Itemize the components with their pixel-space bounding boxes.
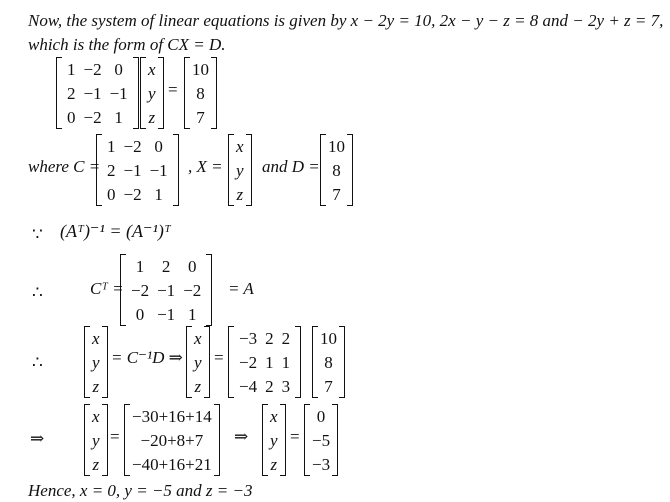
matrix-cell: 3 [281, 376, 291, 396]
matrix-entries [103, 134, 172, 206]
matrix-cell: −2 [183, 280, 202, 300]
left-bracket [228, 326, 234, 398]
matrix-cell: x [148, 59, 156, 79]
matrix-cell: z [92, 376, 100, 396]
matrix-entries [147, 57, 157, 129]
matrix-cell: −1 [157, 280, 176, 300]
matrix-cell: 2 [265, 376, 274, 396]
left-bracket [304, 404, 310, 476]
matrix-entries [311, 404, 331, 476]
matrix-cell: 0 [154, 136, 163, 156]
left-bracket [140, 57, 146, 129]
right-bracket [211, 57, 217, 129]
matrix-cell: 1 [67, 59, 76, 79]
right-bracket [158, 57, 164, 129]
matrix-cell: x [236, 136, 244, 156]
matrix-entries [327, 134, 346, 206]
matrix-cell: y [270, 430, 278, 450]
matrix-cell: 0 [107, 184, 116, 204]
therefore-symbol-2: ∴ [32, 353, 43, 372]
matrix-x [140, 57, 164, 129]
matrix-cell: 7 [324, 376, 333, 396]
matrix-entries [91, 326, 101, 398]
matrix-cell: x [194, 328, 202, 348]
matrix-cell: 1 [135, 256, 145, 276]
matrix-entries [235, 326, 294, 398]
therefore-symbol: ∴ [32, 283, 43, 302]
matrix-entries [131, 404, 213, 476]
right-bracket [206, 254, 212, 326]
left-bracket [84, 326, 90, 398]
left-bracket [84, 404, 90, 476]
matrix-entries [235, 134, 245, 206]
matrix-cell: z [194, 376, 202, 396]
left-bracket [124, 404, 130, 476]
matrix-c [56, 57, 139, 129]
where-label: where C = [28, 157, 101, 176]
right-bracket [133, 57, 139, 129]
matrix-d-solve [312, 326, 345, 398]
matrix-cell: 2 [107, 160, 116, 180]
right-bracket [173, 134, 179, 206]
matrix-cell: −20+8+7 [140, 430, 204, 450]
x-equals-label: , X = [188, 157, 223, 176]
right-bracket [214, 404, 220, 476]
left-bracket [186, 326, 192, 398]
matrix-cell: 1 [114, 107, 123, 127]
matrix-cell: −1 [149, 160, 168, 180]
matrix-cell: y [92, 430, 100, 450]
c-inverse-d-label: = C⁻¹D ⇒ [111, 348, 183, 367]
matrix-cell: 0 [135, 304, 145, 324]
matrix-cell: 2 [281, 328, 291, 348]
matrix-cell: 0 [316, 406, 326, 426]
right-bracket [102, 326, 108, 398]
matrix-cell: y [92, 352, 100, 372]
matrix-cell: 1 [281, 352, 291, 372]
matrix-cell: −1 [123, 160, 142, 180]
right-bracket [332, 404, 338, 476]
matrix-cell: 1 [265, 352, 274, 372]
matrix-cell: −2 [123, 136, 142, 156]
matrix-cell: 7 [332, 184, 341, 204]
equals-sign-2: = [214, 348, 224, 367]
ct-label: Cᵀ = [90, 279, 124, 298]
matrix-x-where [228, 134, 252, 206]
matrix-cell: z [148, 107, 156, 127]
implies-symbol: ⇒ [30, 429, 45, 448]
matrix-cell: 2 [161, 256, 171, 276]
left-bracket [96, 134, 102, 206]
matrix-cell: −2 [131, 280, 150, 300]
matrix-entries [319, 326, 338, 398]
left-bracket [262, 404, 268, 476]
matrix-cell: 1 [107, 136, 116, 156]
matrix-cell: z [92, 454, 100, 474]
left-bracket [184, 57, 190, 129]
form-line: which is the form of CX = D. [28, 35, 226, 54]
matrix-cell: x [270, 406, 278, 426]
and-d-label: and D = [262, 157, 320, 176]
right-bracket [347, 134, 353, 206]
matrix-cell: 8 [196, 83, 205, 103]
matrix-cell: 0 [67, 107, 76, 127]
matrix-c-where [96, 134, 179, 206]
equals-sign-3: = [110, 427, 120, 446]
because-symbol: ∵ [32, 225, 43, 244]
right-bracket [204, 326, 210, 398]
matrix-cell: 2 [265, 328, 274, 348]
left-bracket [320, 134, 326, 206]
matrix-result [304, 404, 338, 476]
matrix-cell: 8 [332, 160, 341, 180]
matrix-cell: −2 [239, 352, 258, 372]
matrix-x-final [84, 404, 108, 476]
equals-sign-4: = [290, 427, 300, 446]
matrix-cell: 10 [320, 328, 337, 348]
matrix-cell: −2 [83, 107, 102, 127]
right-bracket [246, 134, 252, 206]
final-answer: Hence, x = 0, y = −5 and z = −3 [28, 481, 253, 500]
matrix-cell: −2 [83, 59, 102, 79]
matrix-cell: 7 [196, 107, 205, 127]
matrix-cell: 10 [192, 59, 209, 79]
matrix-cell: −1 [83, 83, 102, 103]
right-bracket [339, 326, 345, 398]
matrix-cell: 2 [67, 83, 76, 103]
matrix-cell: y [194, 352, 202, 372]
left-bracket [56, 57, 62, 129]
matrix-cell: −3 [312, 454, 331, 474]
matrix-ct [120, 254, 212, 326]
matrix-product [124, 404, 220, 476]
matrix-entries [269, 404, 279, 476]
right-bracket [295, 326, 301, 398]
matrix-cell: x [92, 406, 100, 426]
matrix-entries [193, 326, 203, 398]
intro-line: Now, the system of linear equations is given by x − 2y = 10, 2x − y − z = 8 and − 2y + z = 7, [28, 11, 664, 30]
matrix-cell: −1 [109, 83, 128, 103]
matrix-c-inverse [228, 326, 301, 398]
matrix-cell: −2 [123, 184, 142, 204]
matrix-entries [191, 57, 210, 129]
matrix-cell: 8 [324, 352, 333, 372]
matrix-cell: −4 [239, 376, 258, 396]
transpose-inverse-identity: (Aᵀ)⁻¹ = (A⁻¹)ᵀ [60, 221, 171, 241]
equals-a-label: = A [228, 279, 254, 298]
equals-sign: = [168, 80, 178, 99]
matrix-entries [127, 254, 205, 326]
matrix-d [184, 57, 217, 129]
right-bracket [102, 404, 108, 476]
matrix-cell: z [270, 454, 278, 474]
matrix-cell: 0 [187, 256, 197, 276]
left-bracket [312, 326, 318, 398]
matrix-cell: −1 [157, 304, 176, 324]
matrix-cell: 10 [328, 136, 345, 156]
matrix-cell: −30+16+14 [132, 406, 212, 426]
left-bracket [228, 134, 234, 206]
matrix-entries [63, 57, 132, 129]
matrix-cell: y [236, 160, 244, 180]
matrix-cell: y [148, 83, 156, 103]
matrix-cell: 1 [154, 184, 163, 204]
matrix-cell: x [92, 328, 100, 348]
matrix-cell: −40+16+21 [132, 454, 212, 474]
matrix-cell: z [236, 184, 244, 204]
implies-symbol-2: ⇒ [234, 427, 249, 446]
matrix-d-where [320, 134, 353, 206]
matrix-x-solve [84, 326, 108, 398]
matrix-entries [91, 404, 101, 476]
left-bracket [120, 254, 126, 326]
matrix-cell: −3 [239, 328, 258, 348]
right-bracket [280, 404, 286, 476]
matrix-x-solve-2 [186, 326, 210, 398]
matrix-cell: 1 [187, 304, 197, 324]
matrix-cell: −5 [312, 430, 331, 450]
matrix-cell: 0 [114, 59, 123, 79]
matrix-x-final-2 [262, 404, 286, 476]
